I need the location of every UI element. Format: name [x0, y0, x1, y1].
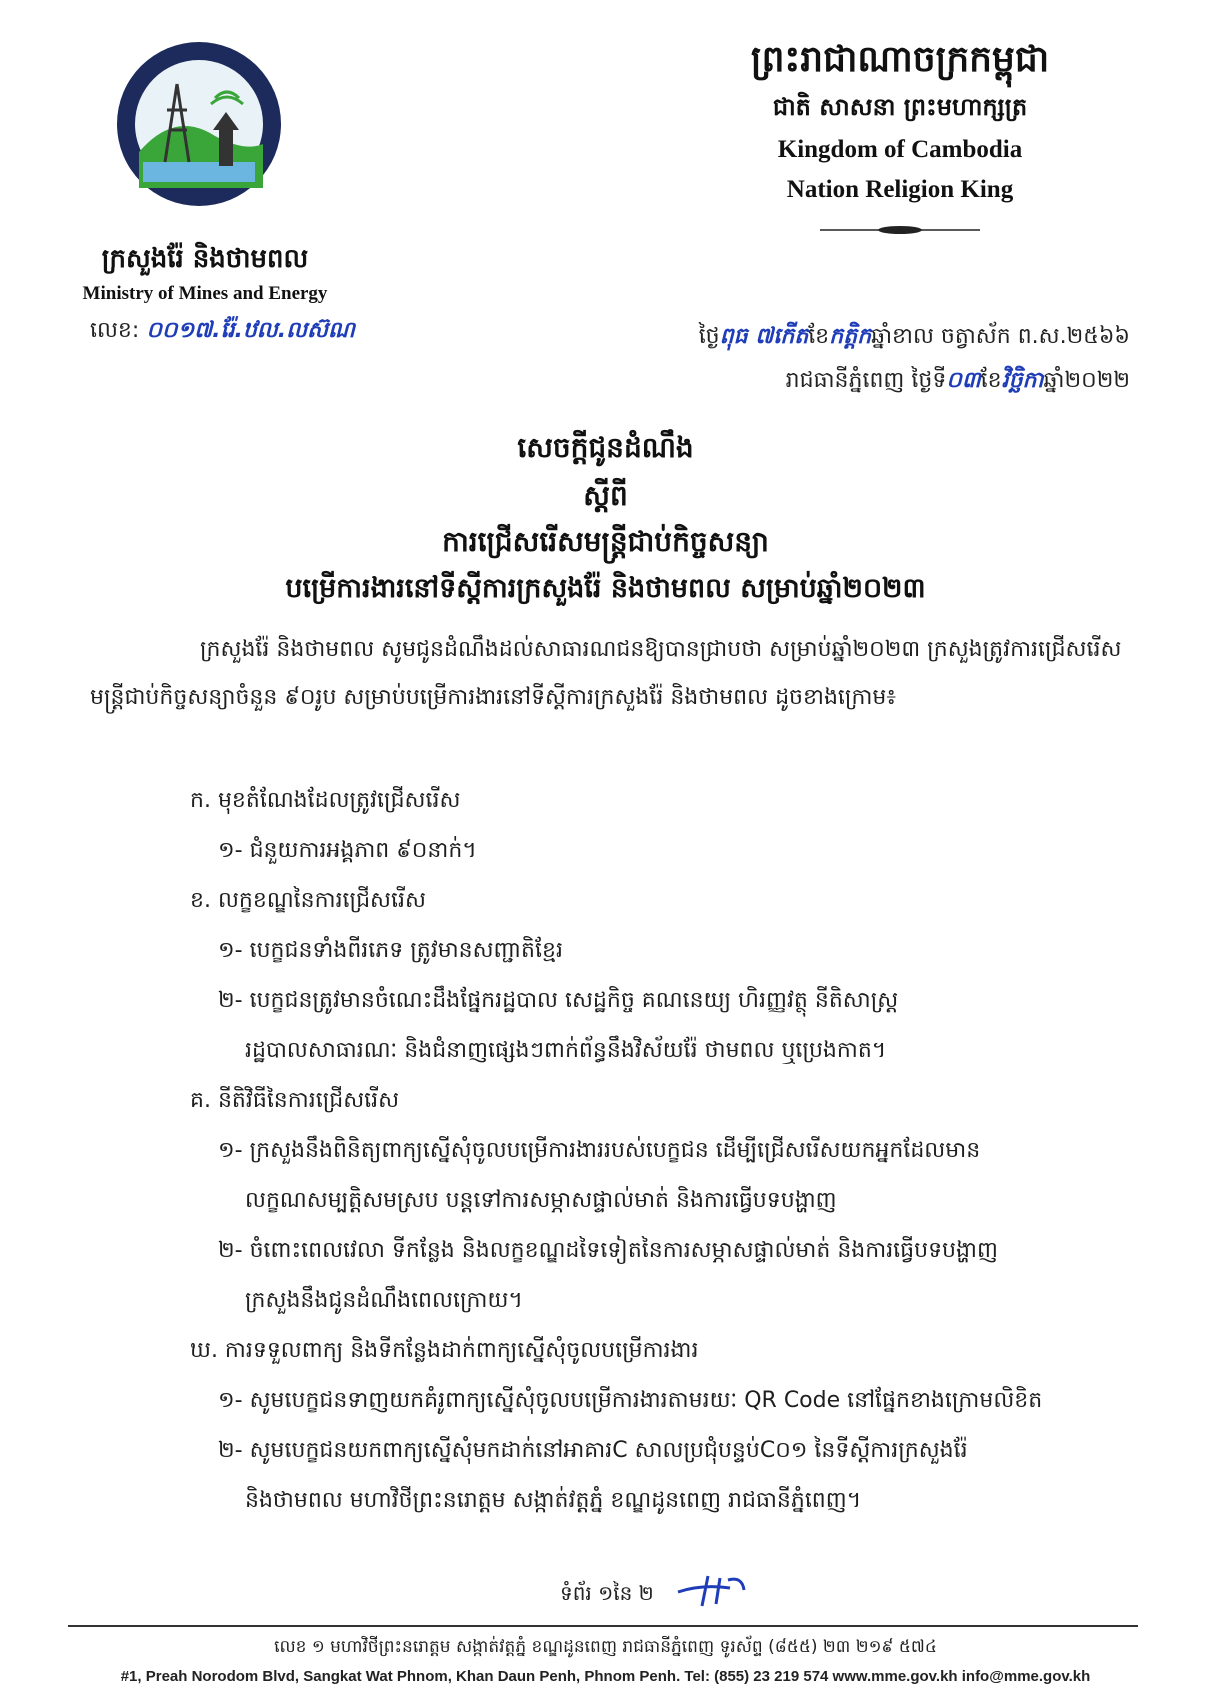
section-d-item-2: ២- សូមបេក្ខជនយកពាក្យស្នើសុំមកដាក់នៅអាគារC សាលប្រជុំបន្ទប់C០១ នៃទីស្តីការក្រសួងរ៉ែ — [218, 1438, 968, 1463]
motto-khmer: ជាតិ សាសនា ព្រះមហាក្សត្រ — [772, 92, 1028, 121]
section-b-heading: ខ. លក្ខខណ្ឌនៃការជ្រើសរើស — [190, 888, 426, 913]
intro-paragraph: ក្រសួងរ៉ែ និងថាមពល សូមជូនដំណឹងដល់សាធារណជនឱ្យបានជ្រាបថា សម្រាប់ឆ្នាំ២០២៣ ក្រសួងត្រូវការជ្រើសរើសមន្ត្រីជាប់កិច្ចសន្យាចំនួន ៩០រូប សម្រាប់បម្រើការងារនៅទីស្តីការក្រសួងរ៉ែ និងថាមពល ដូចខាងក្រោម៖ — [90, 637, 1122, 710]
kingdom-english: Kingdom of Cambodia — [777, 136, 1023, 163]
ornament-divider — [820, 224, 980, 236]
date-solar-day: ០៣ — [946, 368, 981, 393]
section-d-item-1: ១- សូមបេក្ខជនទាញយកគំរូពាក្យស្នើសុំចូលបម្រើការងារតាមរយៈ QR Code នៅផ្នែកខាងក្រោមលិខិត — [218, 1388, 1043, 1413]
notice-title: សេចក្តីជូនដំណឹង — [517, 431, 694, 464]
initial-signature — [672, 1570, 762, 1610]
notice-subject-line1: ការជ្រើសរើសមន្ត្រីជាប់កិច្ចសន្យា — [442, 525, 769, 558]
footer-address-english: #1, Preah Norodom Blvd, Sangkat Wat Phnom, Khan Daun Penh, Phnom Penh. Tel: (855) 23 219 574 www.mme.gov.kh info@mme.gov.kh — [120, 1668, 1091, 1685]
section-c-item-1-cont: លក្ខណសម្បត្តិសមស្រប បន្តទៅការសម្ភាសផ្ទាល់មាត់ និងការធ្វើបទបង្ហាញ — [245, 1188, 837, 1213]
section-c-item-2-cont: ក្រសួងនឹងជូនដំណឹងពេលក្រោយ។ — [245, 1288, 523, 1313]
date-lunar-day: ពុធ ៧កើត — [719, 324, 809, 349]
section-c-heading: គ. នីតិវិធីនៃការជ្រើសរើស — [190, 1088, 400, 1113]
page-number: ទំព័រ ១នៃ ២ — [560, 1581, 654, 1605]
section-a-heading: ក. មុខតំណែងដែលត្រូវជ្រើសរើស — [190, 788, 461, 813]
footer-divider — [68, 1625, 1138, 1627]
motto-english: Nation Religion King — [786, 176, 1014, 203]
section-c-item-2: ២- ចំពោះពេលវេលា ទីកន្លែង និងលក្ខខណ្ឌដទៃទៀតនៃការសម្ភាសផ្ទាល់មាត់ និងការធ្វើបទបង្ហាញ — [218, 1238, 998, 1263]
notice-subject-line2: បម្រើការងារនៅទីស្តីការក្រសួងរ៉ែ និងថាមពល សម្រាប់ឆ្នាំ២០២៣ — [285, 573, 926, 604]
ministry-logo — [115, 40, 283, 208]
date-solar-prefix: រាជធានីភ្នំពេញ ថ្ងៃទី — [785, 368, 947, 393]
ministry-name-khmer: ក្រសួងរ៉ែ និងថាមពល — [101, 244, 309, 274]
date-solar-month: វិច្ឆិកា — [1001, 368, 1044, 393]
section-b-item-2: ២- បេក្ខជនត្រូវមានចំណេះដឹងផ្នែករដ្ឋបាល សេដ្ឋកិច្ច គណនេយ្យ ហិរញ្ញវត្ថុ នីតិសាស្ត្រ — [218, 988, 899, 1013]
date-lunar-month-label: ខែ — [808, 324, 830, 349]
date-lunar-month: កត្តិក — [829, 324, 872, 349]
section-c-item-1: ១- ក្រសួងនឹងពិនិត្យពាក្យស្នើសុំចូលបម្រើការងាររបស់បេក្ខជន ដើម្បីជ្រើសរើសយកអ្នកដែលមាន — [218, 1138, 981, 1163]
reference-label: លេខ: — [90, 318, 140, 343]
reference-value: ០០១៧.រ៉ែ.ឋល.លស៊ណ — [146, 318, 355, 343]
date-solar — [530, 366, 1130, 398]
ministry-name-english: Ministry of Mines and Energy — [82, 283, 328, 304]
date-lunar-prefix: ថ្ងៃ — [698, 324, 720, 349]
section-b-item-2-cont: រដ្ឋបាលសាធារណៈ និងជំនាញផ្សេងៗពាក់ព័ន្ធនឹងវិស័យរ៉ែ ថាមពល ឬប្រេងកាត។ — [245, 1038, 887, 1063]
date-solar-year: ឆ្នាំ២០២២ — [1043, 368, 1130, 393]
date-lunar-year: ឆ្នាំខាល ចត្វាស័ក ព.ស.២៥៦៦ — [871, 324, 1130, 349]
date-lunar — [530, 322, 1130, 354]
section-a-item-1: ១- ជំនួយការអង្គភាព ៩០នាក់។ — [218, 838, 477, 863]
notice-subject-label: ស្តីពី — [583, 479, 628, 512]
section-d-heading: ឃ. ការទទួលពាក្យ និងទីកន្លែងដាក់ពាក្យស្នើសុំចូលបម្រើការងារ — [190, 1338, 699, 1363]
section-b-item-1: ១- បេក្ខជនទាំងពីរភេទ ត្រូវមានសញ្ជាតិខ្មែរ — [218, 938, 563, 963]
date-solar-month-label: ខែ — [980, 368, 1002, 393]
kingdom-khmer: ព្រះរាជាណាចក្រកម្ពុជា — [750, 38, 1050, 80]
section-d-item-2-cont: និងថាមពល មហាវិថីព្រះនរោត្តម សង្កាត់វត្តភ្នំ ខណ្ឌដូនពេញ រាជធានីភ្នំពេញ។ — [245, 1488, 862, 1513]
reference-number — [90, 316, 355, 348]
footer-address-khmer: លេខ ១ មហាវិថីព្រះនរោត្តម សង្កាត់វត្តភ្នំ ខណ្ឌដូនពេញ រាជធានីភ្នំពេញ ទូរស័ព្ទ (៨៥៥) ២៣ ២១៩ ៥៧៤ — [274, 1637, 937, 1657]
